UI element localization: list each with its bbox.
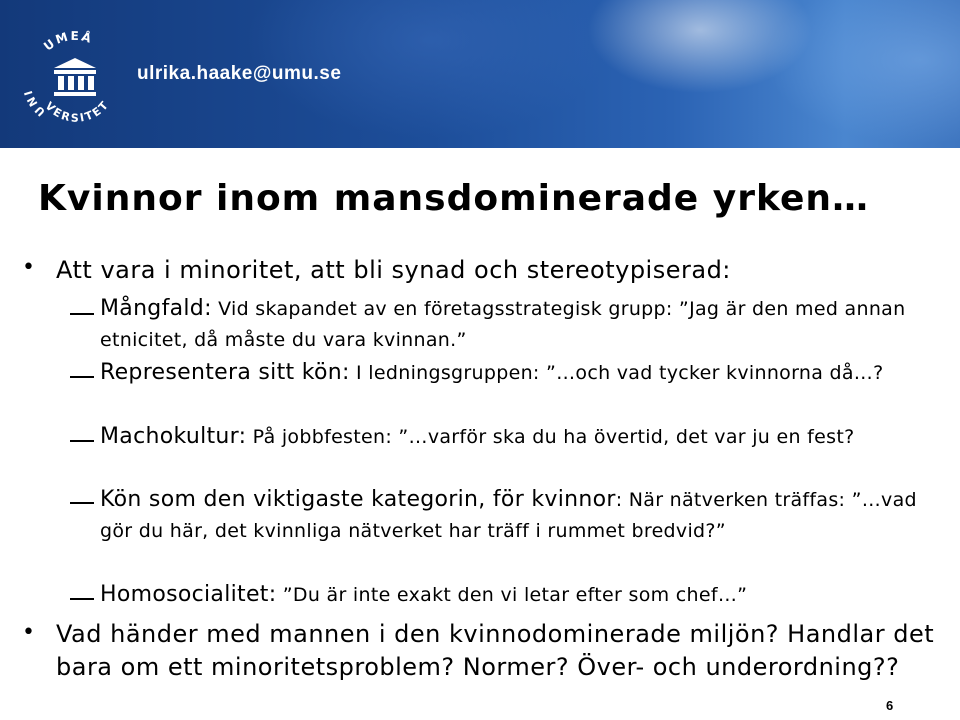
sub-item-4 [100, 485, 930, 547]
sub-item-4-lead: Kön som den viktigaste kategorin, för kvinnor [100, 487, 616, 512]
author-email[interactable]: ulrika.haake@umu.se [137, 63, 342, 84]
sub-item-3-lead: Machokultur: [100, 424, 247, 449]
page-number: 6 [886, 698, 894, 713]
sub-item-dash [70, 598, 94, 600]
sub-item-2-rest: I ledningsgruppen: ”…och vad tycker kvinnorna då…? [349, 362, 884, 384]
bullet-dot: • [22, 620, 35, 645]
sub-item-2-lead: Representera sitt kön: [100, 360, 350, 385]
sub-item-dash [70, 502, 94, 504]
sub-item-5-lead: Homosocialitet: [100, 582, 277, 607]
sub-item-5-rest: ”Du är inte exakt den vi letar efter som chef…” [276, 584, 748, 606]
sub-item-dash [70, 313, 94, 315]
svg-text:UMEÅ: UMEÅ [41, 28, 95, 54]
header-banner [0, 0, 960, 148]
sub-item-5 [100, 580, 930, 611]
sub-item-3-rest: På jobbfesten: ”…varför ska du ha övertid, det var ju en fest? [246, 426, 855, 448]
sub-item-dash [70, 376, 94, 378]
sub-item-3 [100, 422, 930, 453]
svg-text:VERSITET: VERSITET [42, 97, 113, 125]
sub-item-1-rest: Vid skapandet av en företagsstrategisk grupp: ”Jag är den med annan etnicitet, då måste du vara kvinnan.” [100, 298, 906, 351]
sub-item-4-rest: : När nätverken träffas: ”…vad gör du här, det kvinnliga nätverket har träff i rummet bredvid?” [100, 489, 917, 542]
bullet-2-text: Vad händer med mannen i den kvinnodominerade miljön? Handlar det bara om ett minoritetsproblem? Normer? Över- och underordning?? [56, 620, 935, 681]
sub-item-1-lead: Mångfald: [100, 296, 212, 321]
sub-item-dash [70, 440, 94, 442]
slide-title: Kvinnor inom mansdominerade yrken… [38, 178, 869, 219]
bullet-dot: • [22, 255, 35, 280]
umea-university-logo-icon [20, 22, 130, 132]
sub-item-1 [100, 294, 930, 356]
bullet-1-text: Att vara i minoritet, att bli synad och stereotypiserad: [56, 256, 731, 284]
svg-text:UNI: UNI [21, 87, 48, 119]
sub-item-2 [100, 358, 930, 389]
